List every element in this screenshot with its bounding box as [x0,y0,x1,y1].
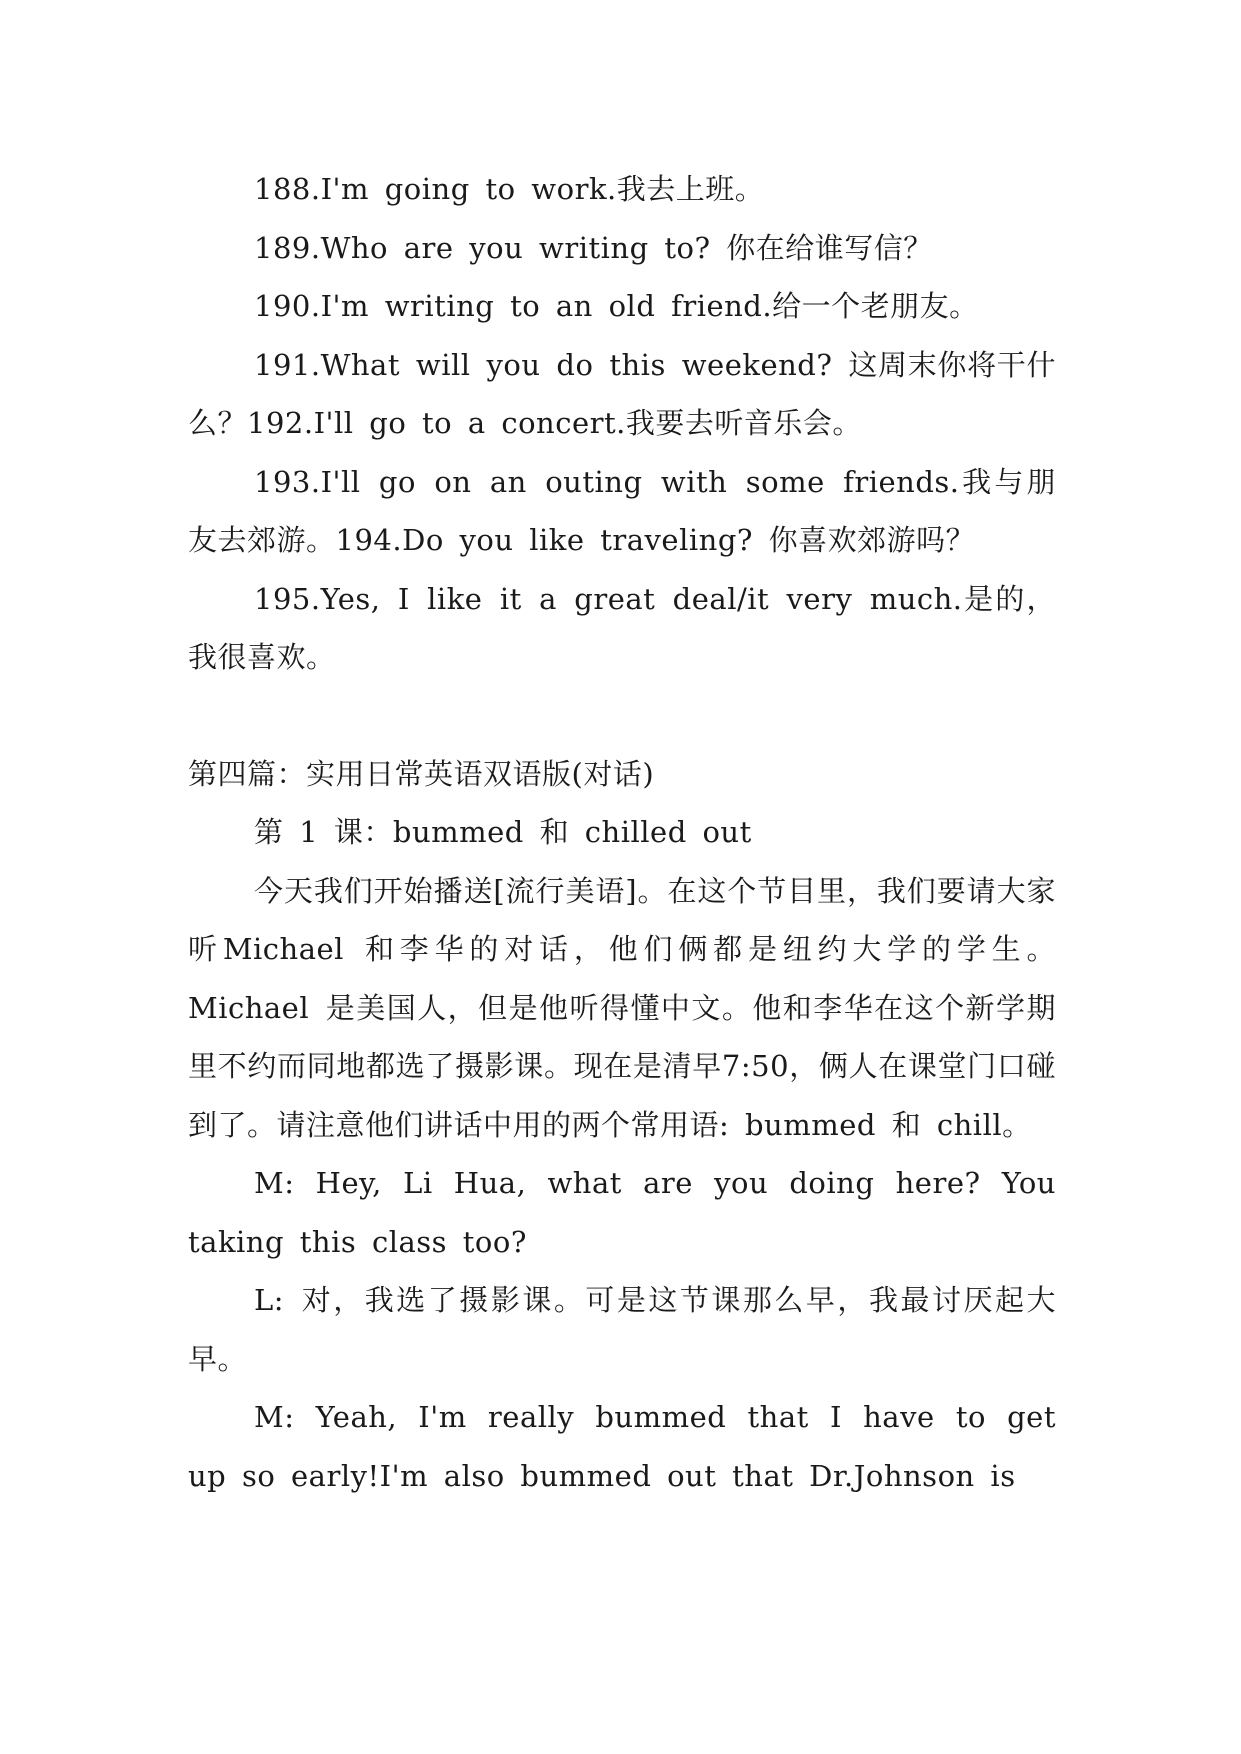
section-title: 第四篇：实用日常英语双语版(对话) [188,756,655,791]
dialogue-michael-1: M: Hey, Li Hua, what are you doing here? You taking this class too? [188,1166,1056,1259]
intro-paragraph: 今天我们开始播送[流行美语]。在这个节目里，我们要请大家听Michael 和李华的对话，他们俩都是纽约大学的学生。Michael 是美国人，但是他听得懂中文。他和李华在这个新学期 里不约而同地都选了摄影课。现在是清早7:50，俩人在课堂门口碰到了。请注意他们讲话中用的两个常用语: bummed 和 chill。 [188,873,1056,1142]
paragraph-195: 195.Yes, I like it a great deal/it very much.是的，我很喜欢。 [188,581,1056,674]
paragraph-193-194: 193.I'll go on an outing with some friends.我与朋友去郊游。194.Do you like traveling? 你喜欢郊游吗？ [188,464,1056,557]
paragraph-190: 190.I'm writing to an old friend.给一个老朋友。 [254,289,979,323]
paragraph-188: 188.I'm going to work.我去上班。 [254,172,765,206]
paragraph-191-192: 191.What will you do this weekend? 这周末你将干什么？192.I'll go to a concert.我要去听音乐会。 [188,347,1056,440]
lesson-title: 第 1 课：bummed 和 chilled out [254,815,752,849]
dialogue-lihua-1: L: 对，我选了摄影课。可是这节课那么早，我最讨厌起大早。 [188,1283,1056,1376]
document-page [188,160,1056,1505]
dialogue-michael-2: M: Yeah, I'm really bummed that I have to get up so early!I'm also bummed out that Dr.Johnson is [188,1400,1056,1493]
paragraph-189: 189.Who are you writing to? 你在给谁写信？ [254,230,933,265]
